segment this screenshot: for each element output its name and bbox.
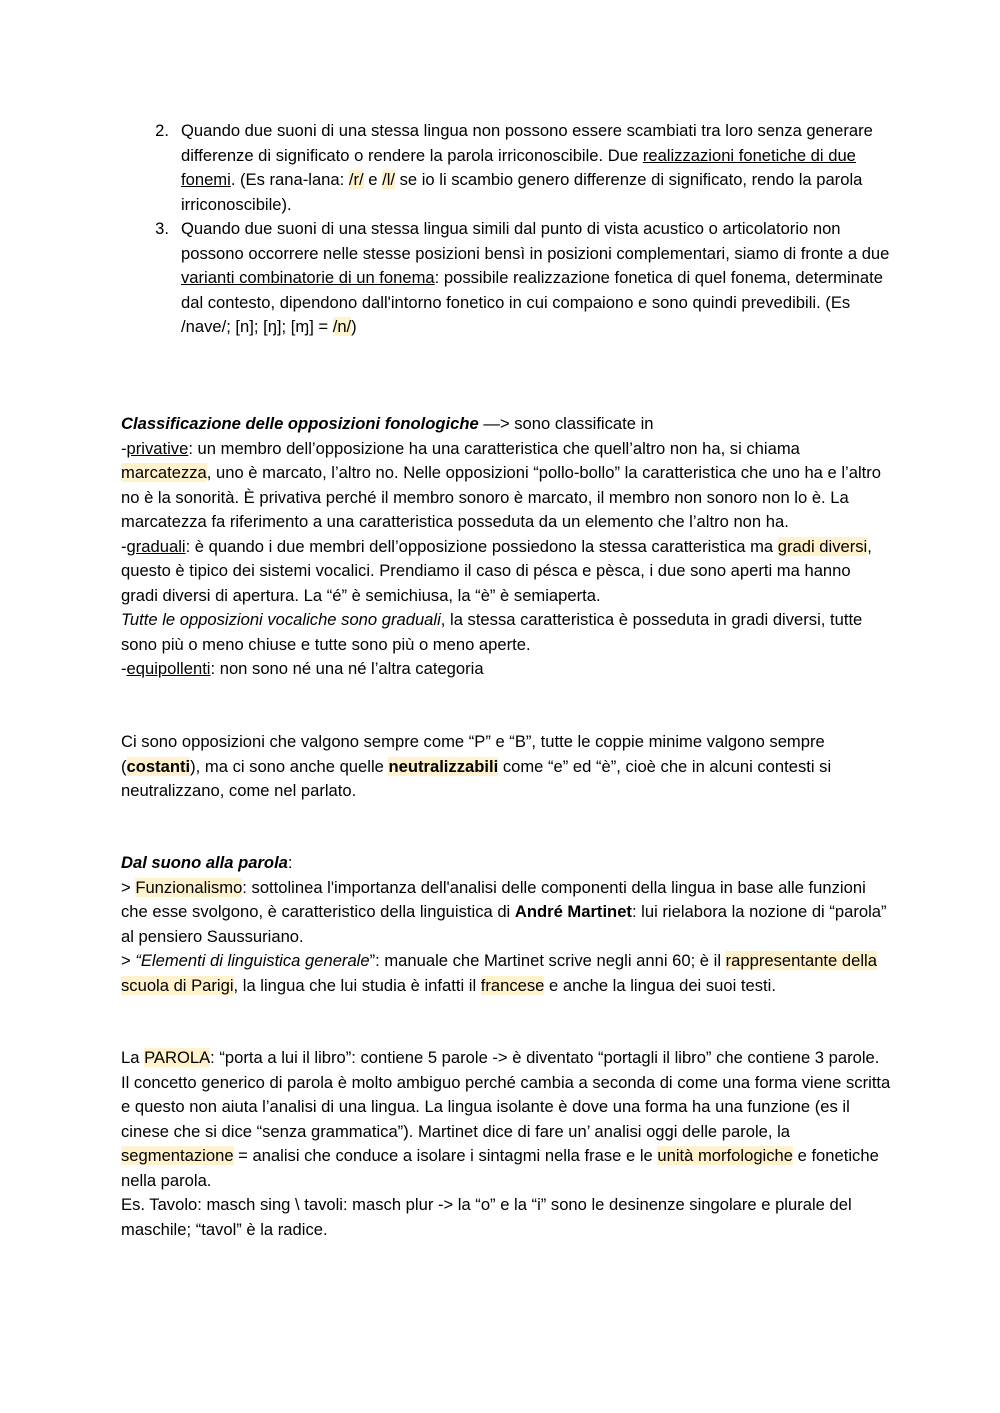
- text-run: : lui rielabora la nozione di “parola” al pensiero Saussuriano.: [121, 902, 887, 946]
- text-run: e: [363, 170, 383, 189]
- italic-text: Tutte le opposizioni vocaliche sono graduali: [121, 610, 441, 629]
- text-run: e anche la lingua dei suoi testi.: [544, 975, 776, 995]
- text-run: ): [351, 317, 357, 336]
- text-run: :: [287, 853, 293, 872]
- underlined-term: varianti combinatorie di un fonema: [181, 268, 435, 287]
- privative-paragraph: [121, 437, 891, 535]
- list-item: [121, 217, 891, 340]
- text-run: e fonetiche nella parola.: [121, 1146, 879, 1190]
- text-run: Quando due suoni di una stessa lingua simili dal punto di vista acustico o articolatorio non possono occorrere nelle stesse posizioni bensì in posizioni complementari, siamo di fronte a due: [181, 219, 890, 263]
- highlighted-term: marcatezza: [121, 463, 207, 482]
- classificazione-section: [121, 412, 891, 682]
- list-text: [181, 119, 891, 217]
- elementi-paragraph: [121, 949, 891, 998]
- underlined-term: realizzazioni fonetiche di due fonemi: [181, 145, 856, 189]
- text-run: : “porta a lui il libro”: contiene 5 parole -> è diventato “portagli il libro” che contiene 3 parole. Il concetto generico di parola è molto ambiguo perché cambia a seconda di come una forma viene scritta e questo non aiuta l’analisi di una lingua. La lingua isolante è dove una forma ha una funzione (es il cinese che si dice “senza grammatica”). Martinet dice di fare un’ analisi oggi delle parole, la: [121, 1048, 891, 1141]
- opposizioni-paragraph: [121, 730, 891, 804]
- list-text: [181, 217, 891, 340]
- text-run: : sottolinea l'importanza dell'analisi delle componenti della lingua in base alle funzioni che esse svolgono, è caratteristico della linguistica di: [121, 877, 866, 921]
- text-run: . (Es rana-lana:: [230, 170, 349, 189]
- highlighted-phoneme: /r/: [348, 170, 364, 189]
- text-run: se io li scambio genero differenze di significato, rendo la parola irriconoscibile).: [181, 170, 863, 214]
- text-run: >: [121, 951, 136, 970]
- underlined-term: privative: [126, 438, 189, 458]
- list-number: 2.: [155, 121, 169, 140]
- highlighted-term: gradi diversi: [777, 536, 868, 556]
- equipollenti-paragraph: [121, 657, 891, 682]
- text-run: : non sono né una né l’altra categoria: [210, 659, 484, 678]
- highlighted-phoneme: /l/: [382, 170, 395, 189]
- example-paragraph: Es. Tavolo: masch sing \ tavoli: masch plur -> la “o” e la “i” sono le desinenze singolare e plurale del maschile; “tavol” è la radice.: [121, 1195, 852, 1239]
- text-run: Ci sono opposizioni che valgono sempre come “P” e “B”, tutte le coppie minime valgono sempre (: [121, 732, 825, 776]
- highlighted-phoneme: /n/: [332, 317, 352, 336]
- dash: -: [121, 659, 127, 678]
- highlighted-term: rappresentante della scuola di Parigi: [121, 951, 877, 995]
- text-run: Quando due suoni di una stessa lingua non possono essere scambiati tra loro senza generare differenze di significato o rendere la parola irriconoscibile. Due: [181, 121, 873, 165]
- italic-title: “Elementi di linguistica generale: [135, 951, 370, 970]
- graduali-paragraph: [121, 535, 891, 658]
- text-run: >: [121, 877, 136, 897]
- section-heading: [121, 851, 891, 876]
- dash: -: [121, 536, 127, 556]
- text-run: , questo è tipico dei sistemi vocalici. Prendiamo il caso di pésca e pèsca, i due sono aperti ma hanno gradi diversi di apertura. La “é” è semichiusa, la “è” è semiaperta.: [121, 536, 872, 605]
- parola-section: [121, 1046, 891, 1242]
- highlighted-term: segmentazione: [121, 1146, 234, 1165]
- highlighted-term: unità morfologiche: [657, 1146, 793, 1165]
- dash: -: [121, 438, 127, 458]
- text-run: ”: manuale che Martinet scrive negli anni 60; è il: [369, 951, 726, 970]
- text-run: : un membro dell’opposizione ha una caratteristica che quell’altro non ha, si chiama: [188, 438, 800, 458]
- text-run: —> sono classificate in: [478, 414, 654, 433]
- numbered-list: [121, 119, 891, 340]
- text-run: , la lingua che lui studia è infatti il: [233, 975, 481, 995]
- highlighted-term: Funzionalismo: [135, 877, 243, 897]
- text-run: ), ma ci sono anche quelle: [190, 756, 389, 776]
- funzionalismo-paragraph: [121, 876, 891, 950]
- highlighted-term: costanti: [126, 756, 191, 776]
- dal-suono-section: [121, 851, 891, 998]
- underlined-term: graduali: [126, 536, 186, 556]
- text-run: , uno è marcato, l’altro no. Nelle opposizioni “pollo-bollo” la caratteristica che uno ha e l’altro no è la sonorità. È privativa perché il membro sonoro è marcato, il membro non sonoro non lo è. La marcatezza fa riferimento a una caratteristica posseduta da un elemento che l’altro non ha.: [121, 463, 882, 531]
- section-heading: [121, 412, 891, 437]
- heading-title: Classificazione delle opposizioni fonologiche: [121, 414, 479, 433]
- text-run: = analisi che conduce a isolare i sintagmi nella frase e le: [233, 1146, 658, 1165]
- bold-name: André Martinet: [514, 902, 632, 921]
- text-run: come “e” ed “è”, cioè che in alcuni contesti si neutralizzano, come nel parlato.: [121, 756, 832, 800]
- text-run: , la stessa caratteristica è posseduta in gradi diversi, tutte sono più o meno chiuse e tutte sono più o meno aperte.: [121, 610, 863, 654]
- paragraph: [121, 730, 891, 804]
- text-run: : possibile realizzazione fonetica di quel fonema, determinate dal contesto, dipendono dall'intorno fonetico in cui compaiono e sono quindi prevedibili. (Es /nave/; [n]; [ŋ]; [ɱ] =: [181, 268, 883, 336]
- text-run: La: [121, 1048, 145, 1067]
- highlighted-term: PAROLA: [144, 1048, 211, 1067]
- highlighted-term: francese: [480, 975, 545, 995]
- text-run: : è quando i due membri dell’opposizione possiedono la stessa caratteristica ma: [185, 536, 778, 556]
- highlighted-term: neutralizzabili: [388, 756, 499, 776]
- list-number: 3.: [155, 219, 169, 238]
- underlined-term: equipollenti: [126, 659, 211, 678]
- list-item: [121, 119, 891, 217]
- heading-title: Dal suono alla parola: [121, 853, 288, 872]
- parola-paragraph: [121, 1046, 891, 1193]
